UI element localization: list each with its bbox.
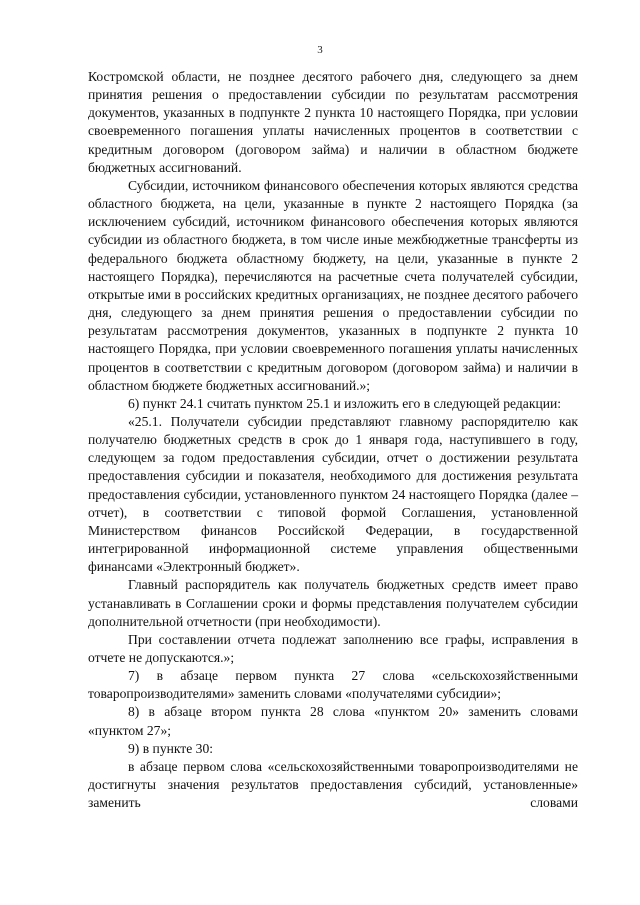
paragraph-6: При составлении отчета подлежат заполнению все графы, исправления в отчете не допускаются.»;	[88, 631, 578, 665]
document-body	[88, 68, 578, 812]
paragraph-2: Субсидии, источником финансового обеспечения которых являются средства областного бюджета, на цели, указанные в пункте 2 настоящего Порядка (за исключением субсидий, источником финансового обеспечения которых являются субсидии из областного бюджета, в том числе иные межбюджетные трансферты из федерального бюджета областному бюджету, на цели, указанные в пункте 2 настоящего Порядка), перечисляются на расчетные счета получателей субсидии, открытые ими в российских кредитных организациях, не позднее десятого рабочего дня, следующего за днем принятия решения о предоставлении субсидии по результатам рассмотрения документов, указанных в подпункте 2 пункта 10 настоящего Порядка, при условии своевременного погашения уплаты начисленных процентов в соответствии с кредитным договором (договором займа) и наличии в областном бюджете бюджетных ассигнований.»;	[88, 177, 578, 393]
paragraph-9: 9) в пункте 30:	[128, 740, 214, 756]
paragraph-4: «25.1. Получатели субсидии представляют главному распорядителю как получателю бюджетных средств в срок до 1 января года, наступившего в году, следующем за годом предоставления субсидии, отчет о достижении результата предоставления субсидии и показателя, необходимого для достижения результата предоставления субсидии, установленного пунктом 24 настоящего Порядка (далее – отчет), в соответствии с типовой формой Соглашения, установленной Министерством финансов Российской Федерации, в государственной интегрированной информационной системе управления общественными финансами «Электронный бюджет».	[88, 413, 578, 575]
paragraph-1: Костромской области, не позднее десятого рабочего дня, следующего за днем принятия решения о предоставлении субсидии по результатам рассмотрения документов, указанных в подпункте 2 пункта 10 настоящего Порядка, при условии своевременного погашения уплаты начисленных процентов в соответствии с кредитным договором (договором займа) и наличии в областном бюджете бюджетных ассигнований.	[88, 69, 578, 175]
paragraph-8: 8) в абзаце втором пункта 28 слова «пунктом 20» заменить словами «пунктом 27»;	[88, 704, 578, 738]
paragraph-3: 6) пункт 24.1 считать пунктом 25.1 и изложить его в следующей редакции:	[128, 395, 562, 411]
paragraph-7: 7) в абзаце первом пункта 27 слова «сельскохозяйственными товаропроизводителями» заменить словами «получателями субсидии»;	[88, 668, 578, 702]
page-number: 3	[317, 44, 323, 56]
paragraph-10: в абзаце первом слова «сельскохозяйственными товаропроизводителями не достигнуты значения результатов предоставления субсидий, установленные» заменить словами	[88, 758, 578, 811]
paragraph-5: Главный распорядитель как получатель бюджетных средств имеет право устанавливать в Соглашении сроки и формы представления получателем субсидии дополнительной отчетности (при необходимости).	[88, 577, 578, 629]
